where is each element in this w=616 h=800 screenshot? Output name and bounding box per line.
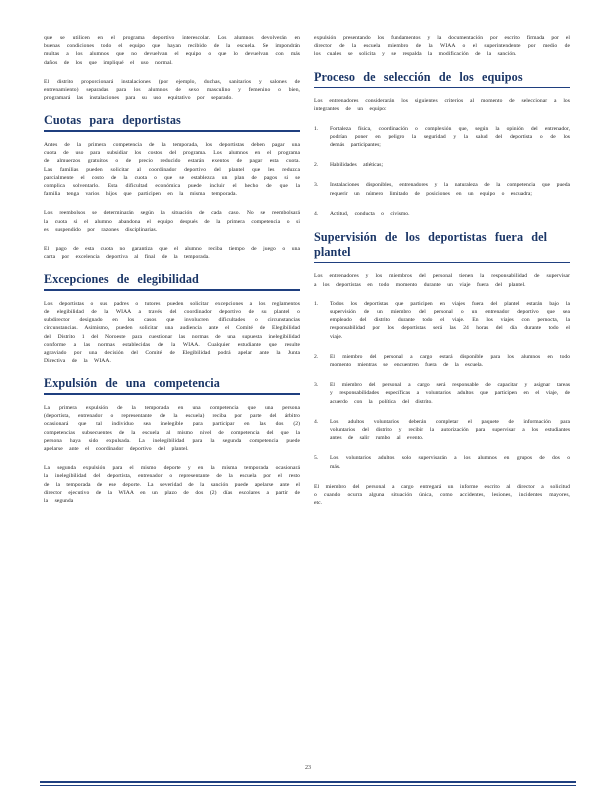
list-item-number: 2. (314, 162, 319, 169)
right-column (314, 34, 570, 519)
list-item-number: 3. (314, 382, 319, 389)
list-item-number: 2. (314, 353, 319, 360)
list-item-number: 1. (314, 125, 319, 132)
left-column (44, 34, 300, 516)
section-heading-proceso: Proceso de selección de los equipos (314, 69, 523, 84)
list-item-text: Actitud, conducta o civismo. (330, 210, 410, 217)
list-item (314, 300, 570, 341)
paragraph: El distrito proporcionará instalaciones (por ejemplo, duchas, sanitarios y salones de entrenamiento) separadas para los alumnos de sexo masculino y femenino o bien, programará las instalaciones para su uso equitativo por separado. (44, 78, 300, 102)
list-item-text: El miembro del personal a cargo será responsable de capacitar y asignar tareas y responsabilidades específicas a voluntarios adultos que participen en el viaje, de acuerdo con la política del distrito. (330, 382, 570, 405)
footer-rule (40, 785, 576, 786)
section-heading-excepciones: Excepciones de elegibilidad (44, 272, 199, 287)
list-item-number: 1. (314, 300, 319, 307)
paragraph: Los reembolsos se determinarán según la situación de cada caso. No se reembolsará la cuota si el alumno abandona el equipo después de la primera competencia o si es suspendido por razones disciplinarias. (44, 210, 300, 233)
list-item (314, 161, 570, 169)
list-item (314, 181, 570, 197)
list-item-number: 4. (314, 418, 319, 425)
section-divider (44, 289, 300, 291)
supervision-rules-list (314, 300, 570, 471)
list-item-number: 5. (314, 455, 319, 462)
list-item (314, 353, 570, 369)
paragraph: Los entrenadores considerarán los siguientes criterios al momento de seleccionar a los integrantes de un equipo: (314, 98, 570, 113)
paragraph: El miembro del personal a cargo entregará un informe escrito al director a solicitud o cuando ocurra alguna situación única, como accidentes, lesiones, incidentes mayores, etc. (314, 483, 570, 507)
list-item-number: 3. (314, 182, 319, 189)
paragraph: expulsión presentando los fundamentos y la documentación por escrito firmada por el director de la escuela miembro de la WIAA o el superintendente por medio de los cuales se solicita y se respalda la modificación de la sanción. (314, 35, 570, 58)
section-heading-cuotas: Cuotas para deportistas (44, 113, 181, 128)
footer-rule (40, 781, 576, 783)
section-divider (314, 87, 570, 89)
section-heading-expulsion: Expulsión de una competencia (44, 376, 220, 391)
list-item-text: Habilidades atléticas; (330, 162, 383, 169)
paragraph: El pago de esta cuota no garantiza que el alumno reciba tiempo de juego o una carta por excelencia deportiva al final de la temporada. (44, 245, 300, 261)
section-divider (314, 262, 570, 264)
list-item (314, 418, 570, 443)
list-item-text: El miembro del personal a cargo estará disponible para los alumnos en todo momento mientras se encuentren fuera de la escuela. (330, 353, 570, 369)
list-item-text: Los voluntarios adultos solo supervisarán a los alumnos en grupos de dos o más. (330, 455, 570, 470)
list-item (314, 454, 570, 470)
list-item (314, 381, 570, 406)
list-item-text: Todos los deportistas que participen en viajes fuera del plantel estarán bajo la supervisión de un miembro del personal o un entrenador deportivo que sea empleado del distrito durante todo el viaje. En los viajes con pernocta, la responsabilidad por los deportistas será las 24 horas del día durante todo el viaje. (330, 300, 570, 340)
page-number: 23 (305, 765, 311, 771)
list-item (314, 125, 570, 150)
paragraph: La segunda expulsión para el mismo deporte y en la misma temporada ocasionará la inelegibilidad del deportista, entrenador o representante de la escuela por el resto de la temporada de ese deporte. La severidad de la sanción puede apelarse ante el director ejecutivo de la WIAA en un plazo de dos (2) días escolares a partir de la segunda (44, 465, 300, 505)
paragraph: Antes de la primera competencia de la temporada, los deportistas deben pagar una cuota de uso para subsidiar los costos del programa. Los alumnos en el programa de almuerzos gratuitos o de precio reducido estarán exentos de pagar esta cuota. Las familias pueden solicitar al coordinador deportivo del plantel que les reduzca parcialmente el costo de la cuota o que se establezca un plan de pagos si se complica solventarlo. Esta dificultad económica puede incluir el hecho de que la familia tenga varios hijos que participen en la misma temporada. (44, 141, 300, 198)
list-item-text: Fortaleza física, coordinación o complexión que, según la opinión del entrenador, podrían poner en peligro la seguridad y la salud del deportista o de los demás participantes; (330, 125, 570, 148)
section-divider (44, 130, 300, 132)
selection-criteria-list (314, 125, 570, 218)
section-divider (44, 393, 300, 395)
section-heading-supervision: Supervisión de los deportistas fuera del plantel (314, 229, 548, 259)
paragraph: que se utilicen en el programa deportivo interescolar. Los alumnos devolverán en buenas condiciones todo el equipo que hayan recibido de la escuela. Se impondrán multas a los alumnos que no devuelvan el equipo o que lo devuelvan con más daños de los que impliqué el uso normal. (44, 35, 300, 66)
list-item-text: Instalaciones disponibles, entrenadores y la naturaleza de la competencia que pueda requerir un número limitado de posiciones en un equipo o escuadra; (330, 182, 570, 197)
paragraph: La primera expulsión de la temporada en una competencia que una persona (deportista, entrenador o representante de la escuela) reciba por parte del árbitro ocasionará que tal individuo sea inelegible para participar en las dos (2) competencias subsecuentes de la escuela al mismo nivel de competencia del que la persona haya sido expulsada. La inelegibilidad para la segunda competencia puede apelarse ante el coordinador deportivo del plantel. (44, 404, 300, 452)
paragraph: Los entrenadores y los miembros del personal tienen la responsabilidad de supervisar a los deportistas en todo momento durante un viaje fuera del plantel. (314, 273, 570, 288)
paragraph: Los deportistas o sus padres o tutores pueden solicitar excepciones a los reglamentos de elegibilidad de la WIAA a través del coordinador deportivo de su plantel o subdirector designado en los casos que involucren dificultades o circunstancias circunstancias. Asimismo, pueden solicitar una audiencia ante el Comité de Elegibilidad del Distrito 1 del Noroeste para cuestionar las normas de una supuesta inelegibilidad conforme a las normas establecidas de la WIAA. Cualquier estudiante que resulte agraviado por una decisión del Comité de Elegibilidad podrá apelar ante la Junta Directiva de la WIAA. (44, 300, 300, 365)
list-item-number: 4. (314, 210, 319, 217)
list-item (314, 210, 570, 218)
list-item-text: Los adultos voluntarios deberán completar el paquete de información para voluntarios del distrito y recibir la autorización para supervisar a los estudiantes antes de salir rumbo al evento. (330, 418, 570, 442)
